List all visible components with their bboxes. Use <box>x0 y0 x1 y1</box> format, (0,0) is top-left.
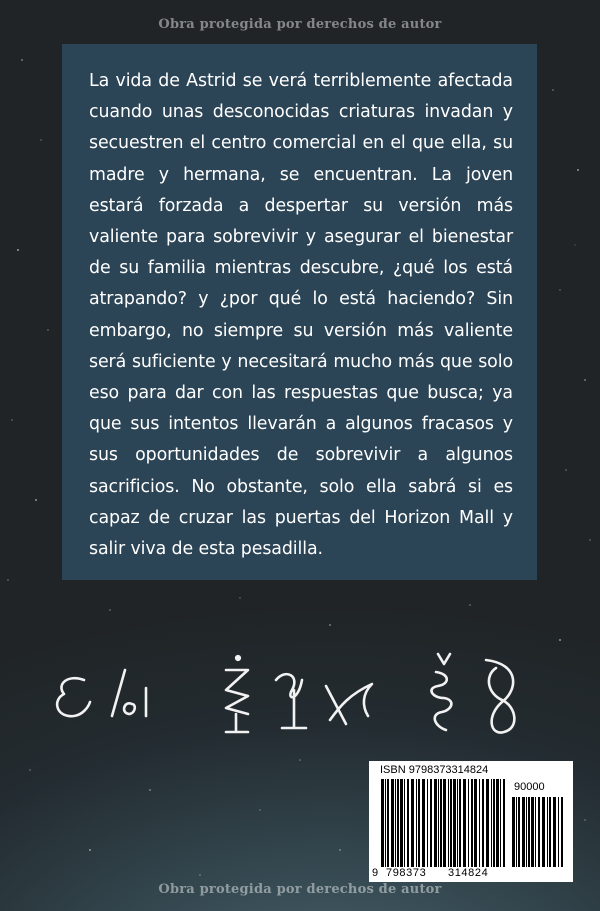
glyph-figure-eight-icon <box>486 660 514 733</box>
isbn-barcode <box>369 761 573 882</box>
barcode-bar <box>450 779 452 867</box>
synopsis-box <box>62 44 537 580</box>
barcode-digits-group-2: 314824 <box>448 867 489 879</box>
barcode-bar <box>518 797 520 867</box>
glyph-slash-loop-icon <box>112 670 146 716</box>
barcode-bar <box>496 779 499 867</box>
barcode-bar <box>418 779 420 867</box>
copyright-watermark-bottom: Obra protegida por derechos de autor <box>158 882 442 897</box>
barcode-bar <box>561 797 563 867</box>
barcode-bars <box>369 761 573 882</box>
barcode-bar <box>531 797 534 867</box>
barcode-bar <box>440 779 442 867</box>
barcode-bar <box>457 779 458 867</box>
barcode-bar <box>549 797 551 867</box>
barcode-bar <box>553 797 556 867</box>
barcode-bar <box>471 779 473 867</box>
barcode-bar <box>528 797 530 867</box>
barcode-bar <box>538 797 540 867</box>
barcode-bar <box>486 779 489 867</box>
barcode-bar <box>438 779 439 867</box>
barcode-bar <box>491 779 492 867</box>
copyright-watermark-top: Obra protegida por derechos de autor <box>158 17 442 32</box>
barcode-bar <box>430 779 432 867</box>
barcode-bar <box>558 797 559 867</box>
barcode-bar <box>459 779 461 867</box>
barcode-bar <box>500 779 501 867</box>
barcode-bar <box>416 779 417 867</box>
glyph-dotted-zigzag-icon <box>226 656 248 732</box>
barcode-bar <box>422 779 425 867</box>
barcode-bar <box>547 797 548 867</box>
barcode-bar <box>407 779 409 867</box>
barcode-bar <box>397 779 399 867</box>
barcode-bar <box>482 779 484 867</box>
alien-glyph-row <box>50 650 550 750</box>
barcode-bar <box>434 779 437 867</box>
barcode-bar <box>395 779 396 867</box>
barcode-bar <box>381 779 384 867</box>
barcode-bar <box>400 779 403 867</box>
barcode-bar <box>535 797 536 867</box>
barcode-bar <box>411 779 414 867</box>
barcode-bar <box>463 779 466 867</box>
glyph-crossed-ribbon-icon <box>326 684 372 724</box>
synopsis-text: La vida de Astrid se verá terriblemente afectada cuando unas desconocidas criaturas invadan y secuestren el centro comercial en el que ella, su madre y hermana, se encuentran. La joven estará forzada a despertar su versión más valiente para sobrevivir y asegurar el bienestar de su familia mientras descubre, ¿qué los está atrapando? y ¿por qué lo está haciendo? Sin embargo, no siempre su versión más valiente será suficiente y necesitará mucho más que solo eso para dar con las respuestas que busca; ya que sus intentos llevarán a algunos fracasos y sus oportunidades de sobrevivir a algunos sacrificios. No obstante, solo ella sabrá si es capaz de cruzar las puertas del Horizon Mall y salir viva de esta pesadilla. <box>89 71 513 560</box>
glyph-check-squiggle-icon <box>431 654 451 730</box>
barcode-bar <box>385 779 386 867</box>
barcode-bar <box>387 779 389 867</box>
barcode-bar <box>542 797 545 867</box>
barcode-bar <box>448 779 449 867</box>
barcode-bar <box>391 779 394 867</box>
barcode-bar <box>474 779 477 867</box>
isbn-label: ISBN 9798373314824 <box>380 764 489 776</box>
barcode-bar <box>516 797 517 867</box>
barcode-bar <box>526 797 527 867</box>
barcode-digits-group-1: 798373 <box>386 867 427 879</box>
barcode-bar <box>512 797 515 867</box>
glyph-epsilon-icon <box>57 678 90 716</box>
barcode-digit-first: 9 <box>372 867 379 879</box>
barcode-bar <box>468 779 469 867</box>
price-code: 90000 <box>514 781 545 793</box>
barcode-bar <box>479 779 480 867</box>
barcode-bar <box>493 779 495 867</box>
barcode-bar <box>503 779 505 867</box>
barcode-bar <box>453 779 456 867</box>
barcode-bar <box>404 779 405 867</box>
glyph-loop-stem-icon <box>276 674 306 728</box>
barcode-bar <box>443 779 446 867</box>
barcode-bar <box>522 797 525 867</box>
barcode-bar <box>427 779 428 867</box>
